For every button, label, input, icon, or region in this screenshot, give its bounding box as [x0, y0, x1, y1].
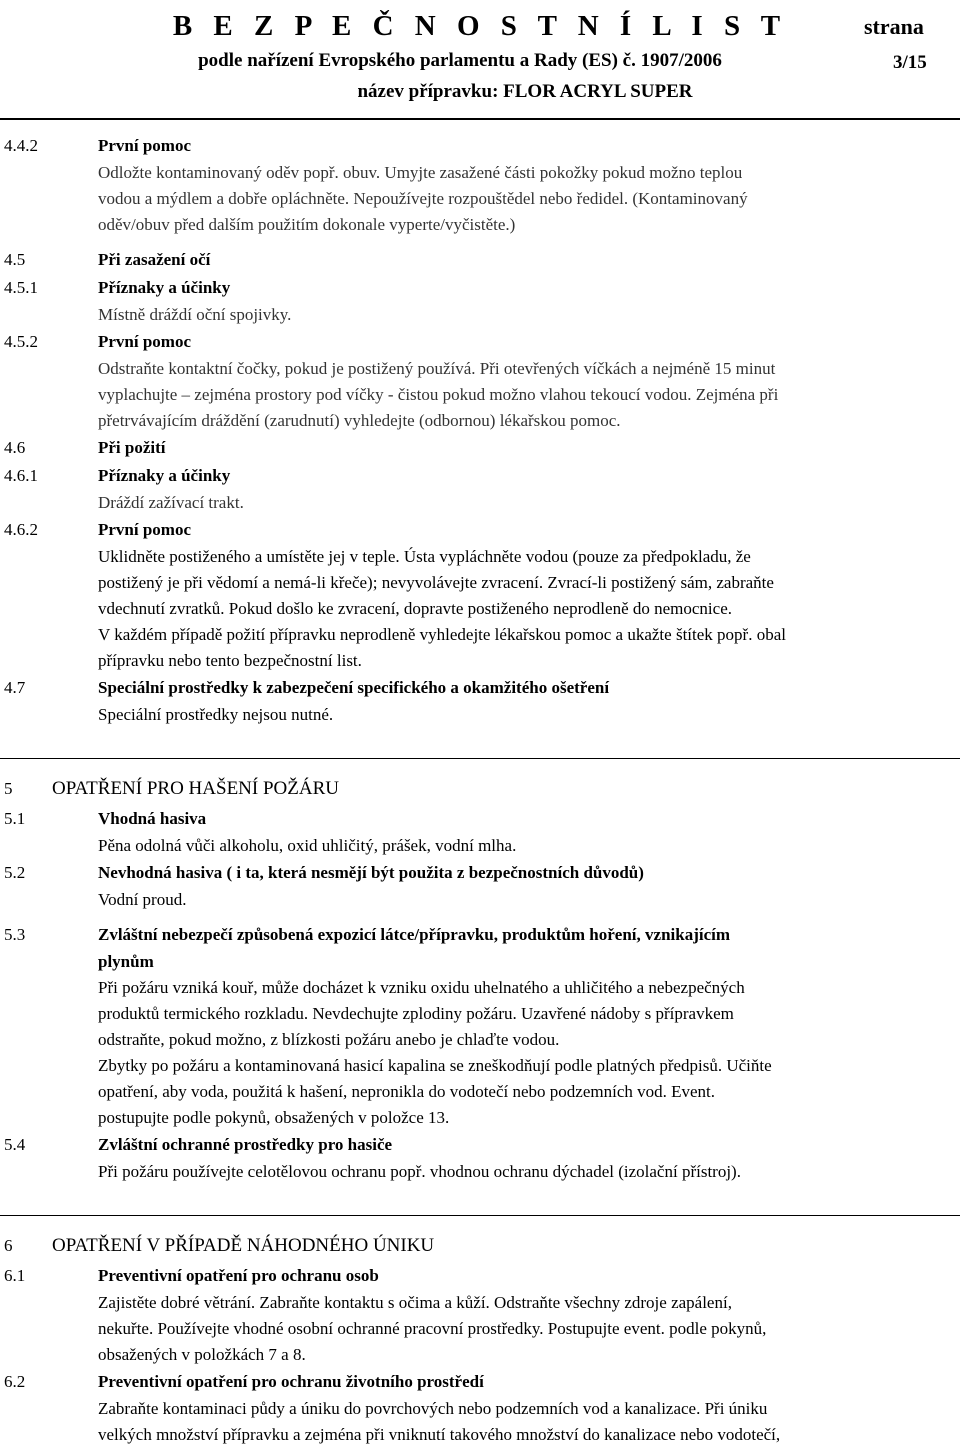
section-heading: OPATŘENÍ PRO HAŠENÍ POŽÁRU — [52, 778, 339, 799]
section-number: 4.7 — [4, 678, 26, 697]
section-number: 5.4 — [4, 1135, 26, 1154]
section-title: Zvláštní nebezpečí způsobená expozicí látce/přípravku, produktům hoření, vznikajícím — [98, 925, 731, 944]
section-4-6 — [4, 434, 960, 462]
page-label: strana — [864, 14, 924, 39]
section-text — [98, 1290, 936, 1368]
text-line: produktů termického rozkladu. Nevdechujte zplodiny požáru. Uzavřené nádoby s přípravkem — [98, 1004, 734, 1023]
text-line: Odstraňte kontaktní čočky, pokud je postižený používá. Při otevřených víčkách a nejméně 15 minut — [98, 359, 776, 378]
section-text — [98, 1396, 936, 1448]
section-number: 4.6.1 — [4, 466, 38, 485]
section-text — [98, 702, 936, 728]
text-line: vodou a mýdlem a dobře opláchněte. Nepoužívejte rozpouštědel nebo ředidel. (Kontaminovaný — [98, 189, 748, 208]
text-line: obsažených v položkách 7 a 8. — [98, 1345, 306, 1364]
section-text — [98, 160, 936, 238]
section-4-6-2 — [4, 516, 960, 544]
section-4-6-1 — [4, 462, 960, 490]
section-title: První pomoc — [98, 520, 192, 539]
document-title: B E Z P E Č N O S T N Í L I S T — [172, 10, 788, 42]
text-line: vyplachujte – zejména prostory pod víčky - čistou pokud možno vlahou tekoucí vodou. Zejména při — [98, 385, 779, 404]
section-title-continued: plynům — [98, 952, 154, 971]
section-text — [98, 302, 936, 328]
section-title: První pomoc — [98, 136, 192, 155]
text-line: Zajistěte dobré větrání. Zabraňte kontaktu s očima a kůží. Odstraňte všechny zdroje zapálení, — [98, 1293, 732, 1312]
section-title: Příznaky a účinky — [98, 466, 231, 485]
section-6-2 — [4, 1368, 960, 1396]
section-4-4-2 — [4, 132, 960, 160]
section-4-5 — [4, 246, 960, 274]
section-title: Při požití — [98, 438, 166, 457]
section-number: 4.5.2 — [4, 332, 38, 351]
text-line: Speciální prostředky nejsou nutné. — [98, 705, 334, 724]
section-number: 6.1 — [4, 1266, 26, 1285]
text-line: odstraňte, pokud možno, z blízkosti požáru anebo je chlaďte vodou. — [98, 1030, 560, 1049]
text-line: Vodní proud. — [98, 890, 187, 909]
text-line: přípravku nebo tento bezpečnostní list. — [98, 651, 362, 670]
section-number: 5.2 — [4, 863, 26, 882]
text-line: postupujte podle pokynů, obsažených v položce 13. — [98, 1108, 450, 1127]
section-text — [98, 544, 936, 674]
section-text — [98, 833, 936, 859]
text-line: Uklidněte postiženého a umístěte jej v teple. Ústa vypláchněte vodou (pouze za předpokladu, že — [98, 547, 751, 566]
section-title: Při zasažení očí — [98, 250, 211, 269]
section-4-5-1 — [4, 274, 960, 302]
section-title: Preventivní opatření pro ochranu životního prostředí — [98, 1372, 484, 1391]
section-text — [98, 1159, 936, 1185]
section-number: 4.5 — [4, 250, 26, 269]
section-number: 6 — [4, 1236, 13, 1255]
section-title: Zvláštní ochranné prostředky pro hasiče — [98, 1135, 393, 1154]
section-6-1 — [4, 1262, 960, 1290]
section-title: Příznaky a účinky — [98, 278, 231, 297]
header-divider — [0, 118, 960, 120]
text-line: Zabraňte kontaminaci půdy a úniku do povrchových nebo podzemních vod a kanalizace. Při úniku — [98, 1399, 768, 1418]
section-number: 5.3 — [4, 925, 26, 944]
section-text — [98, 887, 936, 913]
text-line: Zbytky po požáru a kontaminovaná hasicí kapalina se zneškodňují podle platných předpisů. Učiňte — [98, 1056, 772, 1075]
section-title: Speciální prostředky k zabezpečení specifického a okamžitého ošetření — [98, 678, 610, 697]
section-number: 4.5.1 — [4, 278, 38, 297]
section-5 — [4, 773, 960, 805]
text-line: postižený je při vědomí a nemá-li křeče); nevyvolávejte zvracení. Zvrací-li postižený sám, zabraňte — [98, 573, 774, 592]
section-number: 5 — [4, 779, 13, 798]
section-number: 6.2 — [4, 1372, 26, 1391]
section-title: První pomoc — [98, 332, 192, 351]
section-5-3 — [4, 921, 960, 949]
section-4-7 — [4, 674, 960, 702]
text-line: vdechnutí zvratků. Pokud došlo ke zvracení, dopravte postiženého neprodleně do nemocnice. — [98, 599, 732, 618]
text-line: V každém případě požití přípravku neprodleně vyhledejte lékařskou pomoc a ukažte štítek popř. obal — [98, 625, 786, 644]
text-line: Při požáru vzniká kouř, může docházet k vzniku oxidu uhelnatého a uhličitého a nebezpečných — [98, 978, 745, 997]
section-5-1 — [4, 805, 960, 833]
section-text — [98, 356, 936, 434]
text-line: oděv/obuv před dalším použitím dokonale vyperte/vyčistěte.) — [98, 215, 516, 234]
regulation-reference: podle nařízení Evropského parlamentu a Rady (ES) č. 1907/2006 — [198, 50, 722, 71]
text-line: přetrvávajícím dráždění (zarudnutí) vyhledejte (odbornou) lékařskou pomoc. — [98, 411, 621, 430]
section-4-5-2 — [4, 328, 960, 356]
section-text — [98, 490, 936, 516]
section-5-4 — [4, 1131, 960, 1159]
document-header — [0, 0, 960, 120]
section-number: 4.6 — [4, 438, 26, 457]
text-line: Místně dráždí oční spojivky. — [98, 305, 292, 324]
section-number: 5.1 — [4, 809, 26, 828]
text-line: Při požáru používejte celotělovou ochranu popř. vhodnou ochranu dýchadel (izolační přístroj). — [98, 1162, 741, 1181]
product-name: název přípravku: FLOR ACRYL SUPER — [357, 81, 693, 102]
document-body — [0, 132, 960, 1448]
section-5-2 — [4, 859, 960, 887]
text-line: Odložte kontaminovaný oděv popř. obuv. Umyjte zasažené části pokožky pokud možno teplou — [98, 163, 743, 182]
page-number: 3/15 — [893, 52, 927, 73]
text-line: nekuřte. Používejte vhodné osobní ochranné pracovní prostředky. Postupujte event. podle pokynů, — [98, 1319, 767, 1338]
section-6 — [4, 1230, 960, 1262]
section-text — [98, 949, 936, 1131]
section-number: 4.6.2 — [4, 520, 38, 539]
text-line: opatření, aby voda, použitá k hašení, nepronikla do vodotečí nebo podzemních vod. Event. — [98, 1082, 716, 1101]
text-line: Dráždí zažívací trakt. — [98, 493, 244, 512]
section-number: 4.4.2 — [4, 136, 38, 155]
section-title: Preventivní opatření pro ochranu osob — [98, 1266, 379, 1285]
section-title: Vhodná hasiva — [98, 809, 207, 828]
section-heading: OPATŘENÍ V PŘÍPADĚ NÁHODNÉHO ÚNIKU — [52, 1235, 435, 1256]
text-line: velkých množství přípravku a zejména při vniknutí takového množství do kanalizace nebo vodotečí, — [98, 1425, 781, 1444]
text-line: Pěna odolná vůči alkoholu, oxid uhličitý, prášek, vodní mlha. — [98, 836, 517, 855]
section-title: Nevhodná hasiva ( i ta, která nesmějí být použita z bezpečnostních důvodů) — [98, 863, 644, 882]
